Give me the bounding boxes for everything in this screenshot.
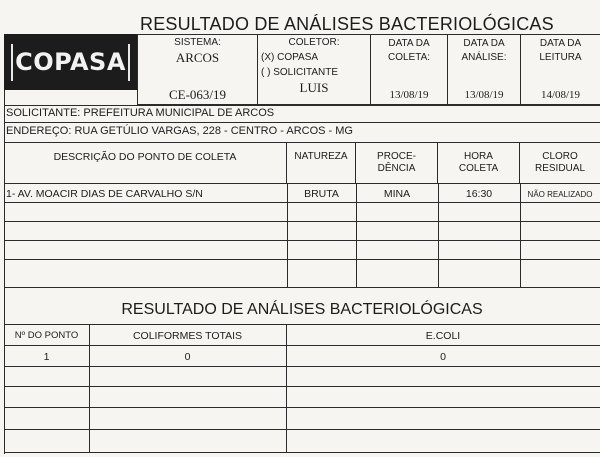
coletor-cell xyxy=(258,34,371,105)
result-ponto: 1 xyxy=(43,351,50,363)
divider xyxy=(4,122,600,123)
endereco-line: ENDEREÇO: RUA GETÚLIO VARGAS, 228 - CENTRO - ARCOS - MG xyxy=(6,125,353,137)
table-col-line xyxy=(520,184,521,287)
col-header-descricao: DESCRIÇÃO DO PONTO DE COLETA xyxy=(4,142,287,184)
results-title: RESULTADO DE ANÁLISES BACTERIOLÓGICAS xyxy=(121,301,483,318)
table-row-line xyxy=(4,366,600,367)
data-coleta-cell xyxy=(371,34,448,105)
sistema-label: SISTEMA: xyxy=(174,37,221,48)
table-row-line xyxy=(4,386,600,387)
table-col-line xyxy=(89,324,90,452)
coletor-option-copasa: (X) COPASA xyxy=(261,52,319,63)
data-leitura-label: DATA DA LEITURA xyxy=(539,38,582,63)
coletor-option-solicitante: ( ) SOLICITANTE xyxy=(261,67,339,78)
col-header-procedencia: PROCE- DÊNCIA xyxy=(356,142,438,184)
data-coleta-value: 13/08/19 xyxy=(389,89,429,101)
table-col-line xyxy=(286,324,287,452)
form-code: CE-063/19 xyxy=(168,87,227,102)
sistema-cell xyxy=(137,34,258,105)
copasa-logo: COPASA xyxy=(4,34,137,90)
data-analise-label: DATA DA ANÁLISE: xyxy=(461,38,507,63)
data-analise-cell xyxy=(448,34,521,105)
table-row-line xyxy=(4,240,600,241)
col-header-cloro: CLORO RESIDUAL xyxy=(520,142,600,184)
table-col-line xyxy=(356,184,357,287)
result-coliformes: 0 xyxy=(184,351,191,363)
page-title: RESULTADO DE ANÁLISES BACTERIOLÓGICAS xyxy=(140,14,554,34)
divider xyxy=(4,324,600,325)
table-row-line xyxy=(4,452,600,453)
solicitante-line: SOLICITANTE: PREFEITURA MUNICIPAL DE ARCOS xyxy=(6,107,275,119)
table-row-line xyxy=(4,259,600,260)
col-header-hora: HORA COLETA xyxy=(438,142,520,184)
table-col-line xyxy=(287,184,288,287)
divider xyxy=(4,34,5,454)
col-header-natureza: NATUREZA xyxy=(287,142,356,184)
divider xyxy=(4,345,600,346)
data-coleta-label: DATA DA COLETA: xyxy=(387,38,431,63)
coleta-natureza: BRUTA xyxy=(304,188,339,200)
table-row-line xyxy=(4,202,600,203)
table-row-line xyxy=(4,221,600,222)
result-ecoli: 0 xyxy=(440,351,446,363)
col-header-ecoli: E.COLI xyxy=(425,330,461,342)
table-col-line xyxy=(438,184,439,287)
coleta-cloro: NÃO REALIZADO xyxy=(527,190,593,199)
coleta-descricao: 1- AV. MOACIR DIAS DE CARVALHO S/N xyxy=(6,188,203,200)
col-header-coliformes: COLIFORMES TOTAIS xyxy=(132,330,243,342)
coletor-name: LUIS xyxy=(299,80,329,95)
coletor-label: COLETOR: xyxy=(288,37,340,48)
table-row-line xyxy=(4,407,600,408)
col-header-ponto: Nº DO PONTO xyxy=(14,330,79,341)
divider xyxy=(4,105,600,106)
table-row-line xyxy=(4,287,600,288)
coleta-procedencia: MINA xyxy=(383,188,411,200)
sistema-value: ARCOS xyxy=(175,50,220,65)
data-leitura-value: 14/08/19 xyxy=(540,89,581,101)
data-leitura-cell xyxy=(521,34,600,105)
coleta-hora: 16:30 xyxy=(465,188,493,200)
table-row-line xyxy=(4,429,600,430)
data-analise-value: 13/08/19 xyxy=(464,89,504,101)
